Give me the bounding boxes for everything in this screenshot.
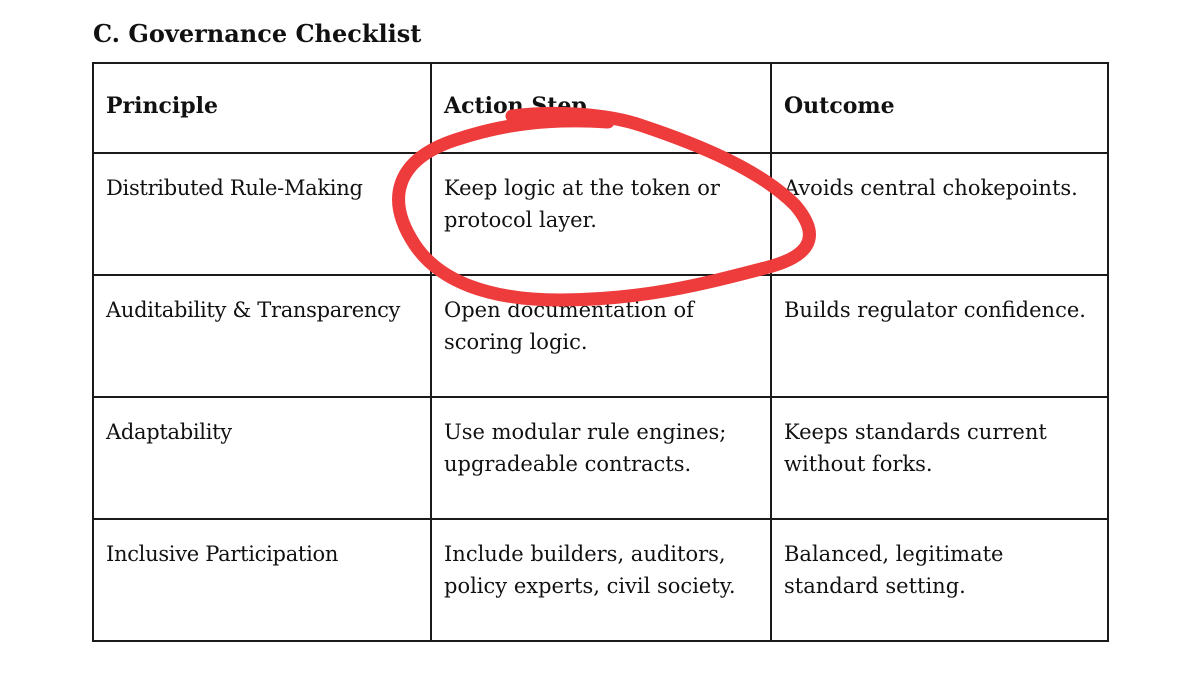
outcome-cell: Avoids central chokepoints. [771, 153, 1108, 275]
action-step-cell: Include builders, auditors, policy experts, civil society. [431, 519, 771, 641]
principle-cell: Auditability & Transparency [93, 275, 431, 397]
table-header-row [93, 63, 1108, 153]
column-header-outcome: Outcome [771, 63, 1108, 153]
outcome-cell: Keeps standards current without forks. [771, 397, 1108, 519]
table-row [93, 397, 1108, 519]
action-step-cell: Keep logic at the token or protocol layer. [431, 153, 771, 275]
table-row [93, 153, 1108, 275]
section-heading: C. Governance Checklist [93, 19, 422, 48]
column-header-principle: Principle [93, 63, 431, 153]
table-row [93, 519, 1108, 641]
outcome-cell: Balanced, legitimate standard setting. [771, 519, 1108, 641]
action-step-cell: Use modular rule engines; upgradeable contracts. [431, 397, 771, 519]
outcome-cell: Builds regulator confidence. [771, 275, 1108, 397]
principle-cell: Distributed Rule-Making [93, 153, 431, 275]
column-header-action-step: Action Step [431, 63, 771, 153]
principle-cell: Adaptability [93, 397, 431, 519]
table-row [93, 275, 1108, 397]
governance-checklist-table [92, 62, 1109, 642]
action-step-cell: Open documentation of scoring logic. [431, 275, 771, 397]
principle-cell: Inclusive Participation [93, 519, 431, 641]
